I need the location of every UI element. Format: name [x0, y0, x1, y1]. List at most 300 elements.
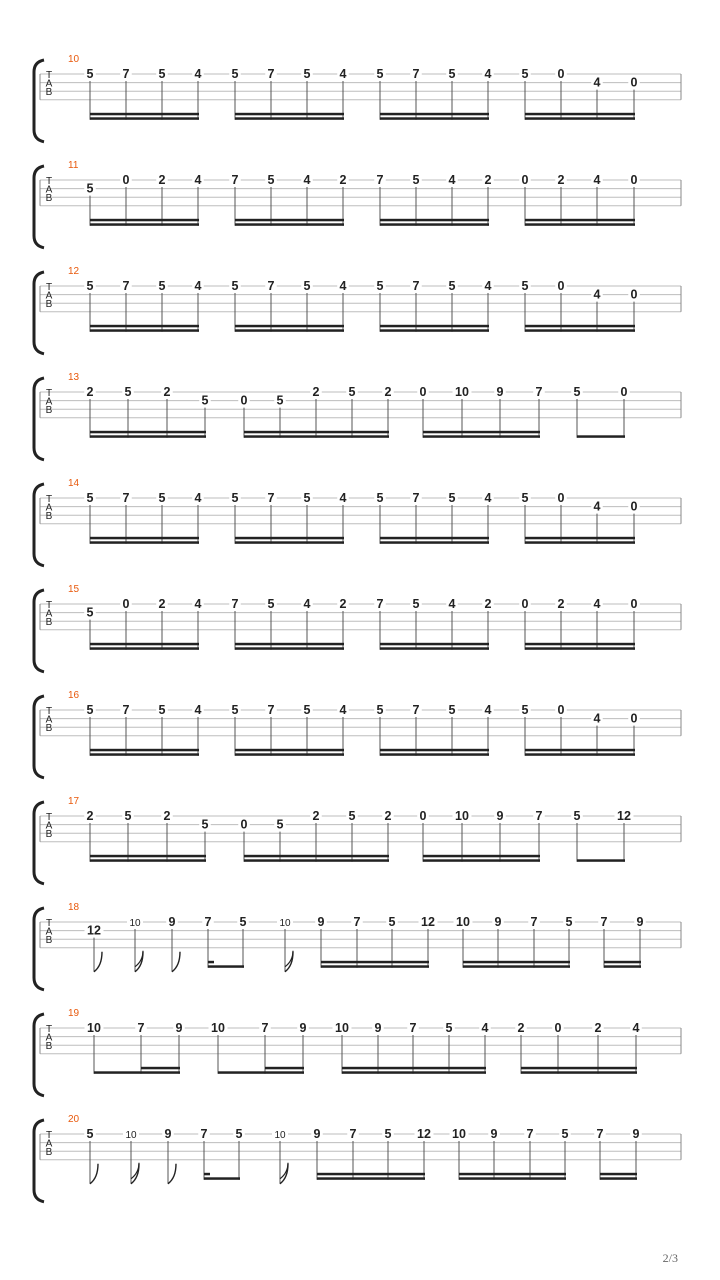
fret-number: 5 — [303, 279, 311, 293]
beam-secondary — [525, 113, 635, 116]
fret-number: 0 — [521, 173, 529, 187]
fret-number: 5 — [276, 817, 284, 832]
beam — [244, 435, 389, 438]
fret-number: 10 — [456, 915, 470, 929]
fret-number: 5 — [448, 279, 456, 293]
beam — [525, 223, 635, 226]
beam-secondary — [90, 643, 199, 646]
tab-system — [34, 796, 681, 884]
tab-system — [34, 372, 681, 460]
fret-number: 0 — [630, 75, 638, 90]
fret-number: 5 — [573, 385, 581, 399]
tab-clef-letter: T — [45, 70, 53, 81]
fret-number: 2 — [484, 597, 492, 611]
fret-number: 10 — [125, 1130, 137, 1141]
beam-secondary — [521, 1067, 637, 1070]
tab-clef-letter: B — [45, 934, 53, 946]
fret-number: 7 — [267, 491, 275, 505]
fret-number: 5 — [86, 605, 94, 620]
beam — [604, 965, 641, 968]
beam — [577, 859, 625, 862]
beam — [380, 647, 489, 650]
fret-number: 9 — [313, 1127, 321, 1141]
tab-system — [34, 1114, 681, 1202]
beam — [90, 435, 206, 438]
beam-secondary — [141, 1067, 180, 1070]
fret-number: 4 — [303, 597, 311, 611]
fret-number: 5 — [276, 393, 284, 408]
fret-number: 5 — [565, 915, 573, 929]
fret-number: 4 — [593, 75, 601, 90]
fret-number: 2 — [86, 809, 94, 823]
beam — [235, 117, 344, 120]
fret-number: 7 — [122, 703, 130, 717]
beam — [90, 859, 206, 862]
tab-clef-letter: B — [45, 828, 53, 840]
beam — [525, 753, 635, 756]
fret-number: 5 — [158, 491, 166, 505]
fret-number: 12 — [617, 809, 631, 823]
beam — [235, 647, 344, 650]
beam-secondary — [235, 537, 344, 540]
fret-number: 10 — [455, 385, 469, 399]
beam-secondary — [244, 431, 389, 434]
fret-number: 4 — [194, 491, 202, 505]
fret-number: 9 — [299, 1021, 307, 1035]
fret-number: 4 — [339, 279, 347, 293]
tab-clef-letter: T — [45, 282, 53, 293]
fret-number: 4 — [593, 597, 601, 611]
fret-number: 4 — [339, 703, 347, 717]
fret-number: 2 — [594, 1021, 602, 1035]
tab-clef-letter: B — [45, 722, 53, 734]
beam-secondary — [604, 961, 641, 964]
tab-clef-letter: B — [45, 1146, 53, 1158]
system-bracket — [34, 166, 44, 248]
fret-number: 5 — [239, 915, 247, 929]
fret-number: 0 — [122, 597, 130, 611]
beam — [380, 329, 489, 332]
beam-secondary — [90, 325, 199, 328]
fret-number: 4 — [194, 173, 202, 187]
beam — [235, 753, 344, 756]
note-flag — [131, 1163, 139, 1179]
fret-number: 7 — [596, 1127, 604, 1141]
fret-number: 4 — [194, 67, 202, 81]
fret-number: 5 — [303, 67, 311, 81]
fret-number: 7 — [412, 491, 420, 505]
measure-number: 15 — [68, 584, 80, 595]
fret-number: 7 — [231, 597, 239, 611]
beam — [342, 1071, 486, 1074]
tab-clef-letter: A — [45, 926, 53, 938]
tab-system — [34, 1008, 681, 1096]
measure-number: 16 — [68, 690, 80, 701]
fret-number: 2 — [163, 809, 171, 823]
fret-number: 5 — [388, 915, 396, 929]
beam — [380, 117, 489, 120]
fret-number: 7 — [122, 67, 130, 81]
note-flag — [280, 1163, 288, 1179]
fret-number: 5 — [201, 817, 209, 832]
fret-number: 0 — [630, 173, 638, 187]
beam — [90, 223, 199, 226]
fret-number: 0 — [240, 393, 248, 408]
fret-number: 0 — [419, 385, 427, 399]
fret-number: 5 — [521, 279, 529, 293]
system-bracket — [34, 696, 44, 778]
note-flag — [285, 951, 293, 967]
fret-number: 5 — [521, 491, 529, 505]
note-flag — [280, 1164, 288, 1184]
fret-number: 10 — [279, 918, 291, 929]
fret-number: 0 — [630, 499, 638, 514]
beam-secondary — [90, 113, 199, 116]
beam-secondary — [90, 749, 199, 752]
tab-system — [34, 160, 681, 248]
fret-number: 7 — [353, 915, 361, 929]
beam-secondary — [380, 113, 489, 116]
fret-number: 7 — [535, 809, 543, 823]
beam-secondary — [235, 113, 344, 116]
fret-number: 4 — [194, 703, 202, 717]
fret-number: 7 — [600, 915, 608, 929]
fret-number: 5 — [158, 279, 166, 293]
beam-secondary — [244, 855, 389, 858]
fret-number: 7 — [530, 915, 538, 929]
system-bracket — [34, 378, 44, 460]
fret-number: 0 — [240, 817, 248, 832]
beam — [90, 117, 199, 120]
fret-number: 12 — [421, 915, 435, 929]
fret-number: 5 — [124, 809, 132, 823]
fret-number: 5 — [267, 597, 275, 611]
page-number: 2/3 — [662, 1251, 678, 1265]
fret-number: 7 — [204, 915, 212, 929]
beam-secondary — [235, 325, 344, 328]
fret-number: 5 — [267, 173, 275, 187]
beam-secondary — [380, 643, 489, 646]
fret-number: 7 — [376, 173, 384, 187]
fret-number: 7 — [267, 703, 275, 717]
fret-number: 10 — [87, 1021, 101, 1035]
fret-number: 0 — [630, 597, 638, 611]
tab-clef-letter: T — [45, 600, 53, 611]
fret-number: 2 — [517, 1021, 525, 1035]
beam-secondary — [525, 749, 635, 752]
fret-number: 0 — [521, 597, 529, 611]
fret-number: 4 — [593, 499, 601, 514]
fret-number: 2 — [312, 385, 320, 399]
beam — [463, 965, 570, 968]
note-flag — [135, 952, 143, 972]
system-bracket — [34, 60, 44, 142]
fret-number: 2 — [86, 385, 94, 399]
beam — [525, 117, 635, 120]
fret-number: 0 — [630, 287, 638, 302]
fret-number: 5 — [86, 67, 94, 81]
note-flag — [168, 1164, 176, 1184]
fret-number: 7 — [200, 1127, 208, 1141]
fret-number: 9 — [636, 915, 644, 929]
measure-number: 11 — [68, 160, 79, 171]
beam — [600, 1177, 637, 1180]
fret-number: 5 — [376, 491, 384, 505]
fret-number: 0 — [557, 491, 565, 505]
beam-secondary — [423, 855, 540, 858]
fret-number: 5 — [231, 279, 239, 293]
fret-number: 10 — [455, 809, 469, 823]
fret-number: 5 — [348, 809, 356, 823]
fret-number: 5 — [86, 279, 94, 293]
fret-number: 12 — [87, 923, 101, 938]
system-bracket — [34, 1120, 44, 1202]
system-bracket — [34, 484, 44, 566]
fret-number: 2 — [384, 809, 392, 823]
fret-number: 0 — [419, 809, 427, 823]
beam-stub — [204, 1173, 210, 1176]
fret-number: 2 — [339, 597, 347, 611]
fret-number: 2 — [163, 385, 171, 399]
beam — [423, 435, 540, 438]
fret-number: 2 — [339, 173, 347, 187]
beam — [90, 329, 199, 332]
fret-number: 4 — [593, 173, 601, 187]
tab-system — [34, 54, 681, 142]
fret-number: 4 — [484, 491, 492, 505]
fret-number: 5 — [376, 279, 384, 293]
fret-number: 4 — [339, 491, 347, 505]
measure-number: 19 — [68, 1008, 80, 1019]
measure-number: 17 — [68, 796, 80, 807]
beam-secondary — [380, 537, 489, 540]
tab-system — [34, 266, 681, 354]
tab-clef-letter: T — [45, 388, 53, 399]
measure-number: 14 — [68, 478, 80, 489]
tab-clef-letter: A — [45, 78, 53, 90]
beam — [235, 223, 344, 226]
tab-system — [34, 478, 681, 566]
beam-secondary — [525, 325, 635, 328]
system-bracket — [34, 272, 44, 354]
tab-system — [34, 902, 681, 990]
measure-number: 12 — [68, 266, 80, 277]
tab-clef-letter: A — [45, 290, 53, 302]
tab-clef-letter: A — [45, 502, 53, 514]
fret-number: 9 — [164, 1127, 172, 1141]
fret-number: 2 — [312, 809, 320, 823]
fret-number: 4 — [448, 173, 456, 187]
fret-number: 5 — [303, 703, 311, 717]
tab-system — [34, 584, 681, 672]
fret-number: 9 — [490, 1127, 498, 1141]
fret-number: 5 — [86, 491, 94, 505]
beam-secondary — [90, 855, 206, 858]
fret-number: 5 — [561, 1127, 569, 1141]
note-flag — [90, 1164, 98, 1184]
fret-number: 5 — [235, 1127, 243, 1141]
fret-number: 5 — [348, 385, 356, 399]
fret-number: 7 — [122, 279, 130, 293]
fret-number: 7 — [349, 1127, 357, 1141]
system-bracket — [34, 802, 44, 884]
fret-number: 9 — [496, 385, 504, 399]
beam-secondary — [321, 961, 429, 964]
tab-clef-letter: B — [45, 298, 53, 310]
fret-number: 5 — [384, 1127, 392, 1141]
fret-number: 9 — [175, 1021, 183, 1035]
fret-number: 12 — [417, 1127, 431, 1141]
fret-number: 9 — [494, 915, 502, 929]
fret-number: 10 — [452, 1127, 466, 1141]
tab-clef-letter: T — [45, 176, 53, 187]
beam-secondary — [525, 643, 635, 646]
fret-number: 5 — [521, 703, 529, 717]
fret-number: 2 — [158, 597, 166, 611]
beam-secondary — [265, 1067, 304, 1070]
fret-number: 4 — [484, 67, 492, 81]
beam — [459, 1177, 566, 1180]
fret-number: 5 — [231, 491, 239, 505]
beam — [90, 541, 199, 544]
fret-number: 7 — [376, 597, 384, 611]
fret-number: 10 — [129, 918, 141, 929]
fret-number: 4 — [481, 1021, 489, 1035]
note-flag — [94, 952, 102, 972]
beam — [577, 435, 625, 438]
beam — [235, 541, 344, 544]
note-flag — [131, 1164, 139, 1184]
fret-number: 4 — [303, 173, 311, 187]
fret-number: 5 — [573, 809, 581, 823]
tab-clef-letter: T — [45, 1130, 53, 1141]
tab-clef-letter: B — [45, 1040, 53, 1052]
fret-number: 5 — [448, 703, 456, 717]
beam — [525, 329, 635, 332]
tab-clef-letter: T — [45, 918, 53, 929]
fret-number: 7 — [267, 67, 275, 81]
fret-number: 0 — [620, 385, 628, 399]
beam — [380, 223, 489, 226]
fret-number: 7 — [137, 1021, 145, 1035]
fret-number: 7 — [122, 491, 130, 505]
beam — [521, 1071, 637, 1074]
system-bracket — [34, 590, 44, 672]
tab-clef-letter: B — [45, 192, 53, 204]
fret-number: 7 — [261, 1021, 269, 1035]
fret-number: 4 — [593, 287, 601, 302]
beam-stub — [208, 961, 214, 964]
beam-secondary — [459, 1173, 566, 1176]
fret-number: 7 — [412, 279, 420, 293]
beam — [218, 1071, 304, 1074]
fret-number: 5 — [521, 67, 529, 81]
tab-clef-letter: A — [45, 1032, 53, 1044]
fret-number: 5 — [86, 181, 94, 196]
system-bracket — [34, 1014, 44, 1096]
note-flag — [172, 952, 180, 972]
tab-clef-letter: B — [45, 510, 53, 522]
measure-number: 10 — [68, 54, 80, 65]
tab-clef-letter: A — [45, 714, 53, 726]
fret-number: 5 — [124, 385, 132, 399]
system-bracket — [34, 908, 44, 990]
fret-number: 7 — [409, 1021, 417, 1035]
beam-secondary — [380, 749, 489, 752]
measure-number: 18 — [68, 902, 80, 913]
beam — [423, 859, 540, 862]
beam — [380, 541, 489, 544]
fret-number: 4 — [194, 279, 202, 293]
fret-number: 5 — [86, 703, 94, 717]
tab-clef-letter: B — [45, 86, 53, 98]
fret-number: 7 — [526, 1127, 534, 1141]
fret-number: 5 — [86, 1127, 94, 1141]
fret-number: 10 — [335, 1021, 349, 1035]
beam — [90, 753, 199, 756]
beam — [321, 965, 429, 968]
beam-secondary — [380, 219, 489, 222]
note-flag — [135, 951, 143, 967]
fret-number: 4 — [448, 597, 456, 611]
beam — [525, 647, 635, 650]
tab-clef-letter: T — [45, 1024, 53, 1035]
beam-secondary — [235, 643, 344, 646]
fret-number: 2 — [557, 173, 565, 187]
beam — [235, 329, 344, 332]
fret-number: 2 — [158, 173, 166, 187]
fret-number: 5 — [201, 393, 209, 408]
beam — [317, 1177, 425, 1180]
beam — [204, 1177, 240, 1180]
fret-number: 5 — [448, 491, 456, 505]
fret-number: 9 — [374, 1021, 382, 1035]
tab-clef-letter: A — [45, 608, 53, 620]
fret-number: 5 — [158, 67, 166, 81]
fret-number: 5 — [231, 67, 239, 81]
fret-number: 5 — [445, 1021, 453, 1035]
fret-number: 5 — [448, 67, 456, 81]
fret-number: 9 — [632, 1127, 640, 1141]
fret-number: 10 — [274, 1130, 286, 1141]
fret-number: 5 — [412, 597, 420, 611]
fret-number: 2 — [557, 597, 565, 611]
fret-number: 4 — [194, 597, 202, 611]
beam — [525, 541, 635, 544]
beam-secondary — [525, 219, 635, 222]
beam-secondary — [235, 749, 344, 752]
fret-number: 7 — [535, 385, 543, 399]
beam — [90, 647, 199, 650]
tab-clef-letter: A — [45, 1138, 53, 1150]
beam-secondary — [463, 961, 570, 964]
beam-secondary — [90, 219, 199, 222]
fret-number: 9 — [168, 915, 176, 929]
fret-number: 0 — [630, 711, 638, 726]
fret-number: 5 — [158, 703, 166, 717]
beam — [208, 965, 244, 968]
beam — [244, 859, 389, 862]
beam-secondary — [342, 1067, 486, 1070]
fret-number: 7 — [267, 279, 275, 293]
fret-number: 5 — [376, 703, 384, 717]
fret-number: 9 — [317, 915, 325, 929]
fret-number: 0 — [122, 173, 130, 187]
tab-clef-letter: B — [45, 616, 53, 628]
fret-number: 9 — [496, 809, 504, 823]
note-flag — [285, 952, 293, 972]
tab-clef-letter: A — [45, 396, 53, 408]
